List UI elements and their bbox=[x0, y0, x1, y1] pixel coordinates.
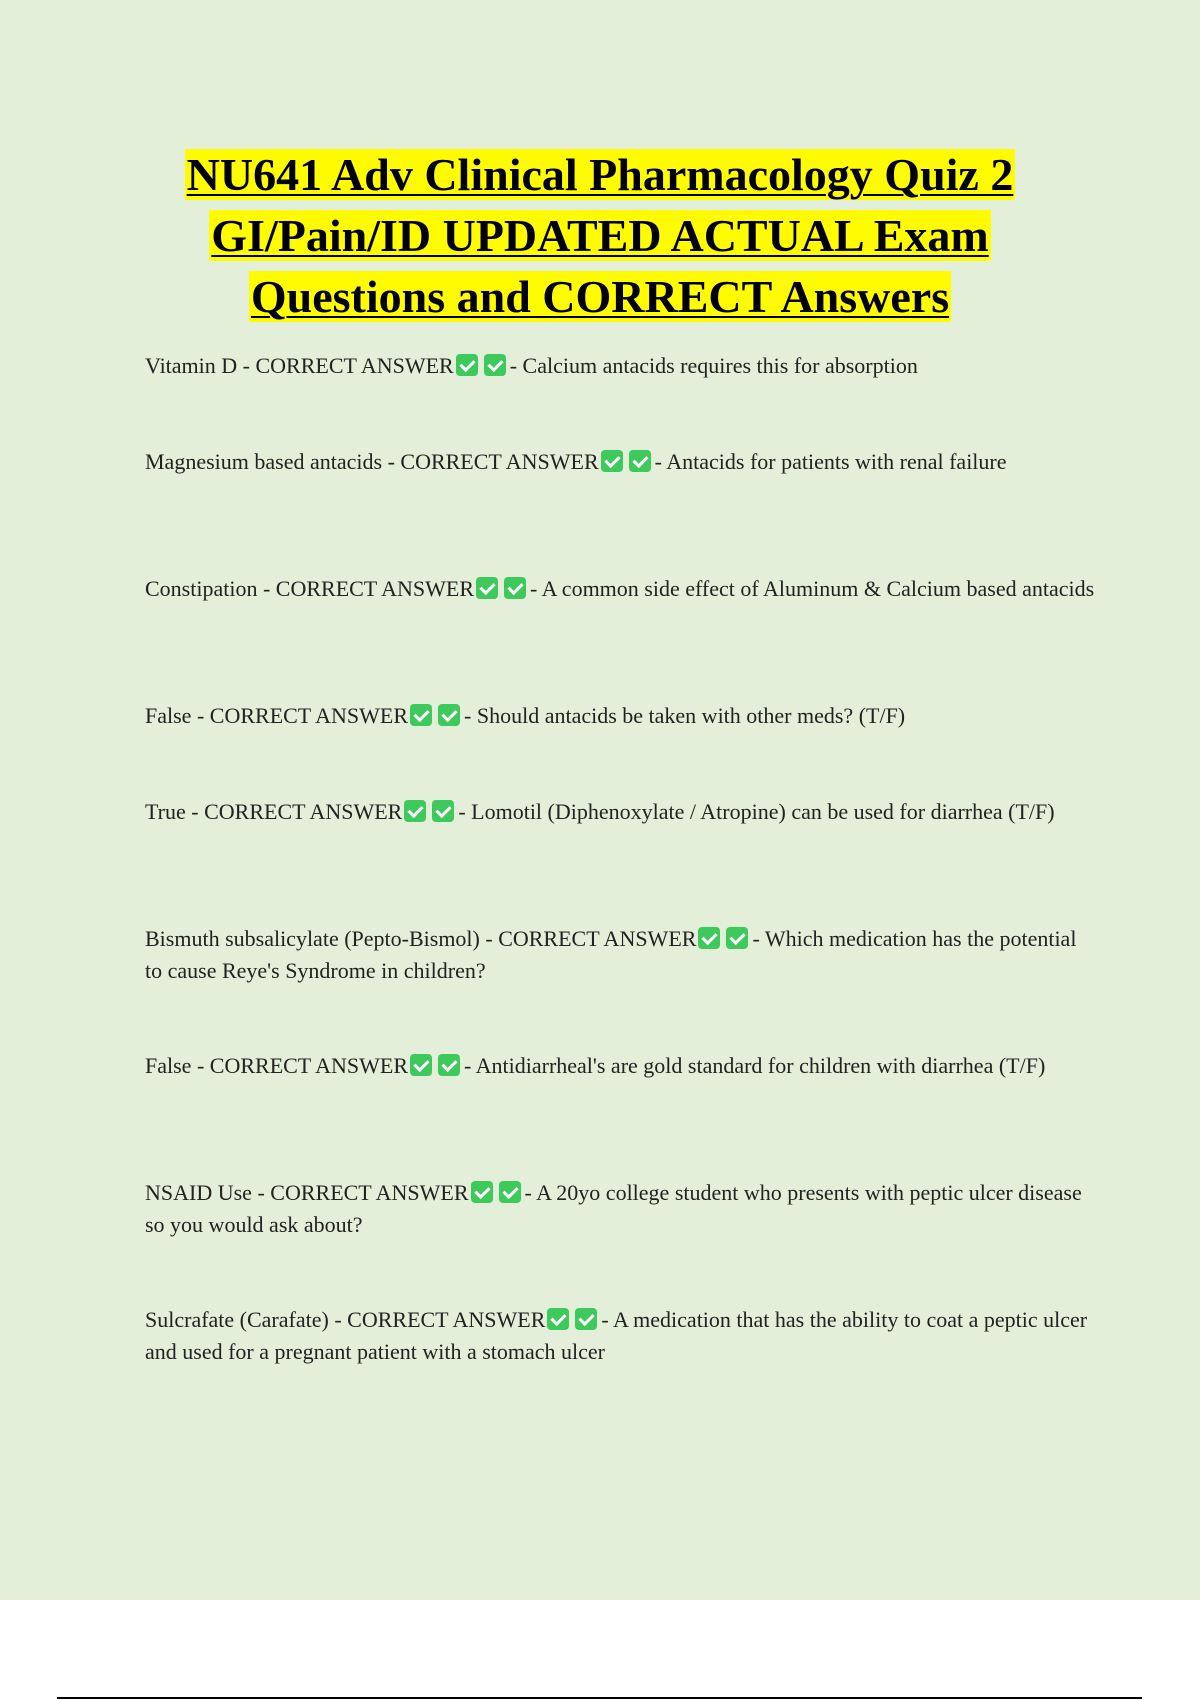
qa-item bbox=[145, 573, 1095, 700]
qa-item bbox=[145, 446, 1095, 573]
qa-question: - Lomotil (Diphenoxylate / Atropine) can be used for diarrhea (T/F) bbox=[458, 799, 1055, 824]
qa-question: - Which medication has the potential to cause Reye's Syndrome in children? bbox=[145, 926, 1077, 983]
qa-answer: Vitamin D bbox=[145, 353, 238, 378]
qa-marker: - CORRECT ANSWER bbox=[196, 1053, 409, 1078]
qa-item bbox=[145, 1050, 1095, 1177]
qa-answer: Bismuth subsalicylate (Pepto-Bismol) bbox=[145, 926, 480, 951]
qa-marker: - CORRECT ANSWER bbox=[196, 703, 409, 728]
check-icon bbox=[504, 577, 526, 599]
title-line-2: GI/Pain/ID UPDATED ACTUAL Exam bbox=[211, 210, 989, 261]
qa-answer: Magnesium based antacids bbox=[145, 449, 383, 474]
qa-answer: NSAID Use bbox=[145, 1180, 252, 1205]
check-icon bbox=[410, 1054, 432, 1076]
check-icon bbox=[410, 704, 432, 726]
check-icon bbox=[601, 450, 623, 472]
title-line-1: NU641 Adv Clinical Pharmacology Quiz 2 bbox=[186, 149, 1014, 200]
document-title-block bbox=[100, 144, 1100, 327]
check-icon bbox=[726, 927, 748, 949]
qa-marker: - CORRECT ANSWER bbox=[262, 576, 475, 601]
check-icon bbox=[476, 577, 498, 599]
check-icon bbox=[629, 450, 651, 472]
qa-question: - Antacids for patients with renal failure bbox=[654, 449, 1007, 474]
qa-question: - A 20yo college student who presents with peptic ulcer disease so you would ask about? bbox=[145, 1180, 1082, 1237]
check-icon bbox=[698, 927, 720, 949]
qa-item bbox=[145, 1304, 1095, 1431]
qa-item bbox=[145, 350, 1095, 446]
qa-marker: - CORRECT ANSWER bbox=[334, 1307, 546, 1332]
check-icon bbox=[438, 1054, 460, 1076]
qa-item bbox=[145, 1177, 1095, 1304]
qa-list bbox=[145, 350, 1095, 1431]
qa-question: - A medication that has the ability to coat a peptic ulcer and used for a pregnant patient with a stomach ulcer bbox=[145, 1307, 1088, 1364]
qa-marker: - CORRECT ANSWER bbox=[485, 926, 697, 951]
check-icon bbox=[456, 354, 478, 376]
qa-item bbox=[145, 796, 1095, 923]
check-icon bbox=[404, 800, 426, 822]
check-icon bbox=[438, 704, 460, 726]
check-icon bbox=[471, 1181, 493, 1203]
qa-answer: Constipation bbox=[145, 576, 258, 601]
qa-question: - A common side effect of Aluminum & Calcium based antacids bbox=[530, 576, 1095, 601]
qa-question: - Calcium antacids requires this for absorption bbox=[509, 353, 918, 378]
qa-answer: True bbox=[145, 799, 186, 824]
qa-marker: - CORRECT ANSWER bbox=[191, 799, 403, 824]
check-icon bbox=[499, 1181, 521, 1203]
qa-item bbox=[145, 923, 1095, 1050]
qa-marker: - CORRECT ANSWER bbox=[242, 353, 454, 378]
qa-marker: - CORRECT ANSWER bbox=[387, 449, 599, 474]
check-icon bbox=[547, 1308, 569, 1330]
qa-item bbox=[145, 700, 1095, 796]
qa-question: - Antidiarrheal's are gold standard for children with diarrhea (T/F) bbox=[464, 1053, 1046, 1078]
qa-marker: - CORRECT ANSWER bbox=[257, 1180, 469, 1205]
qa-answer: False bbox=[145, 1053, 192, 1078]
qa-question: - Should antacids be taken with other meds? (T/F) bbox=[464, 703, 906, 728]
qa-answer: Sulcrafate (Carafate) bbox=[145, 1307, 329, 1332]
qa-answer: False bbox=[145, 703, 192, 728]
check-icon bbox=[484, 354, 506, 376]
check-icon bbox=[575, 1308, 597, 1330]
title-line-3: Questions and CORRECT Answers bbox=[250, 271, 950, 322]
check-icon bbox=[432, 800, 454, 822]
footer-divider bbox=[57, 1697, 1142, 1699]
document-title bbox=[100, 144, 1100, 327]
